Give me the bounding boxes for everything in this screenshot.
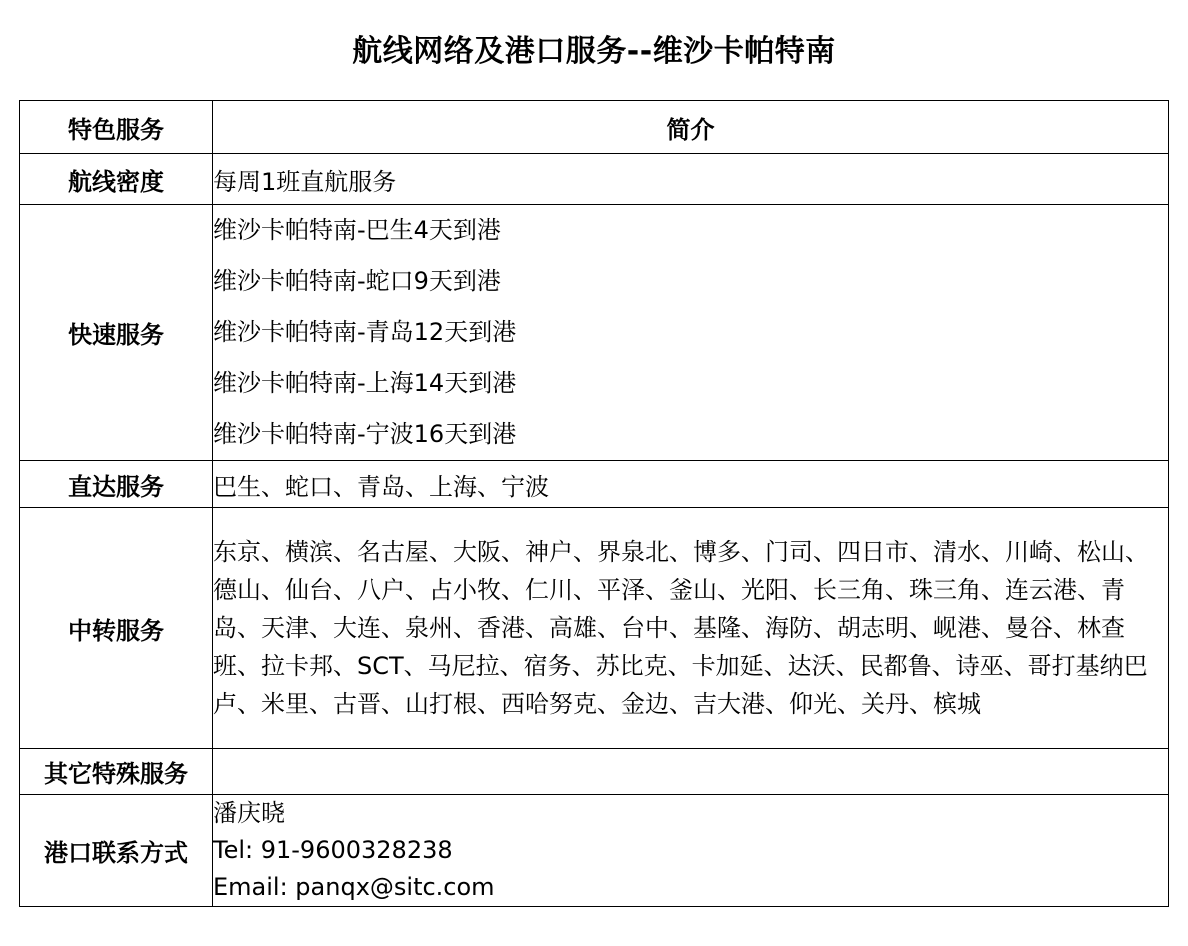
- label-transfer-service: 中转服务: [20, 508, 213, 749]
- value-port-contact: [213, 795, 1169, 907]
- label-other-special-service: 其它特殊服务: [20, 749, 213, 795]
- row-other-special-service: [20, 749, 1169, 795]
- label-direct-service: 直达服务: [20, 461, 213, 508]
- transfer-port-list: 东京、横滨、名古屋、大阪、神户、界泉北、博多、门司、四日市、清水、川崎、松山、德山、仙台、八户、占小牧、仁川、平泽、釜山、光阳、长三角、珠三角、连云港、青岛、天津、大连、泉州、香港、高雄、台中、基隆、海防、胡志明、岘港、曼谷、林查班、拉卡邦、SCT、马尼拉、宿务、苏比克、卡加延、达沃、民都鲁、诗巫、哥打基纳巴卢、米里、古晋、山打根、西哈努克、金边、吉大港、仰光、关丹、槟城: [213, 538, 1149, 718]
- express-line: 维沙卡帕特南-蛇口9天到港: [213, 267, 501, 295]
- row-express-service: [20, 205, 1169, 461]
- value-transfer-service: [213, 508, 1169, 749]
- contact-name: 潘庆晓: [213, 799, 285, 827]
- label-route-density: 航线密度: [20, 154, 213, 205]
- row-route-density: [20, 154, 1169, 205]
- label-port-contact: 港口联系方式: [20, 795, 213, 907]
- express-line: 维沙卡帕特南-宁波16天到港: [213, 420, 517, 448]
- label-express-service: 快速服务: [20, 205, 213, 461]
- row-transfer-service: [20, 508, 1169, 749]
- header-introduction: 简介: [213, 101, 1169, 154]
- service-table: [19, 100, 1169, 907]
- value-other-special-service: [213, 749, 1169, 795]
- header-feature-service: 特色服务: [20, 101, 213, 154]
- row-port-contact: [20, 795, 1169, 907]
- page-title: 航线网络及港口服务--维沙卡帕特南: [352, 34, 836, 69]
- value-route-density: 每周1班直航服务: [213, 154, 1169, 205]
- express-line: 维沙卡帕特南-上海14天到港: [213, 369, 517, 397]
- express-line: 维沙卡帕特南-青岛12天到港: [213, 318, 517, 346]
- row-direct-service: [20, 461, 1169, 508]
- contact-tel: Tel: 91-9600328238: [213, 836, 453, 864]
- express-line: 维沙卡帕特南-巴生4天到港: [213, 216, 501, 244]
- contact-email: Email: panqx@sitc.com: [213, 873, 495, 901]
- table-header-row: [20, 101, 1169, 154]
- value-direct-service: 巴生、蛇口、青岛、上海、宁波: [213, 461, 1169, 508]
- value-express-service: [213, 205, 1169, 461]
